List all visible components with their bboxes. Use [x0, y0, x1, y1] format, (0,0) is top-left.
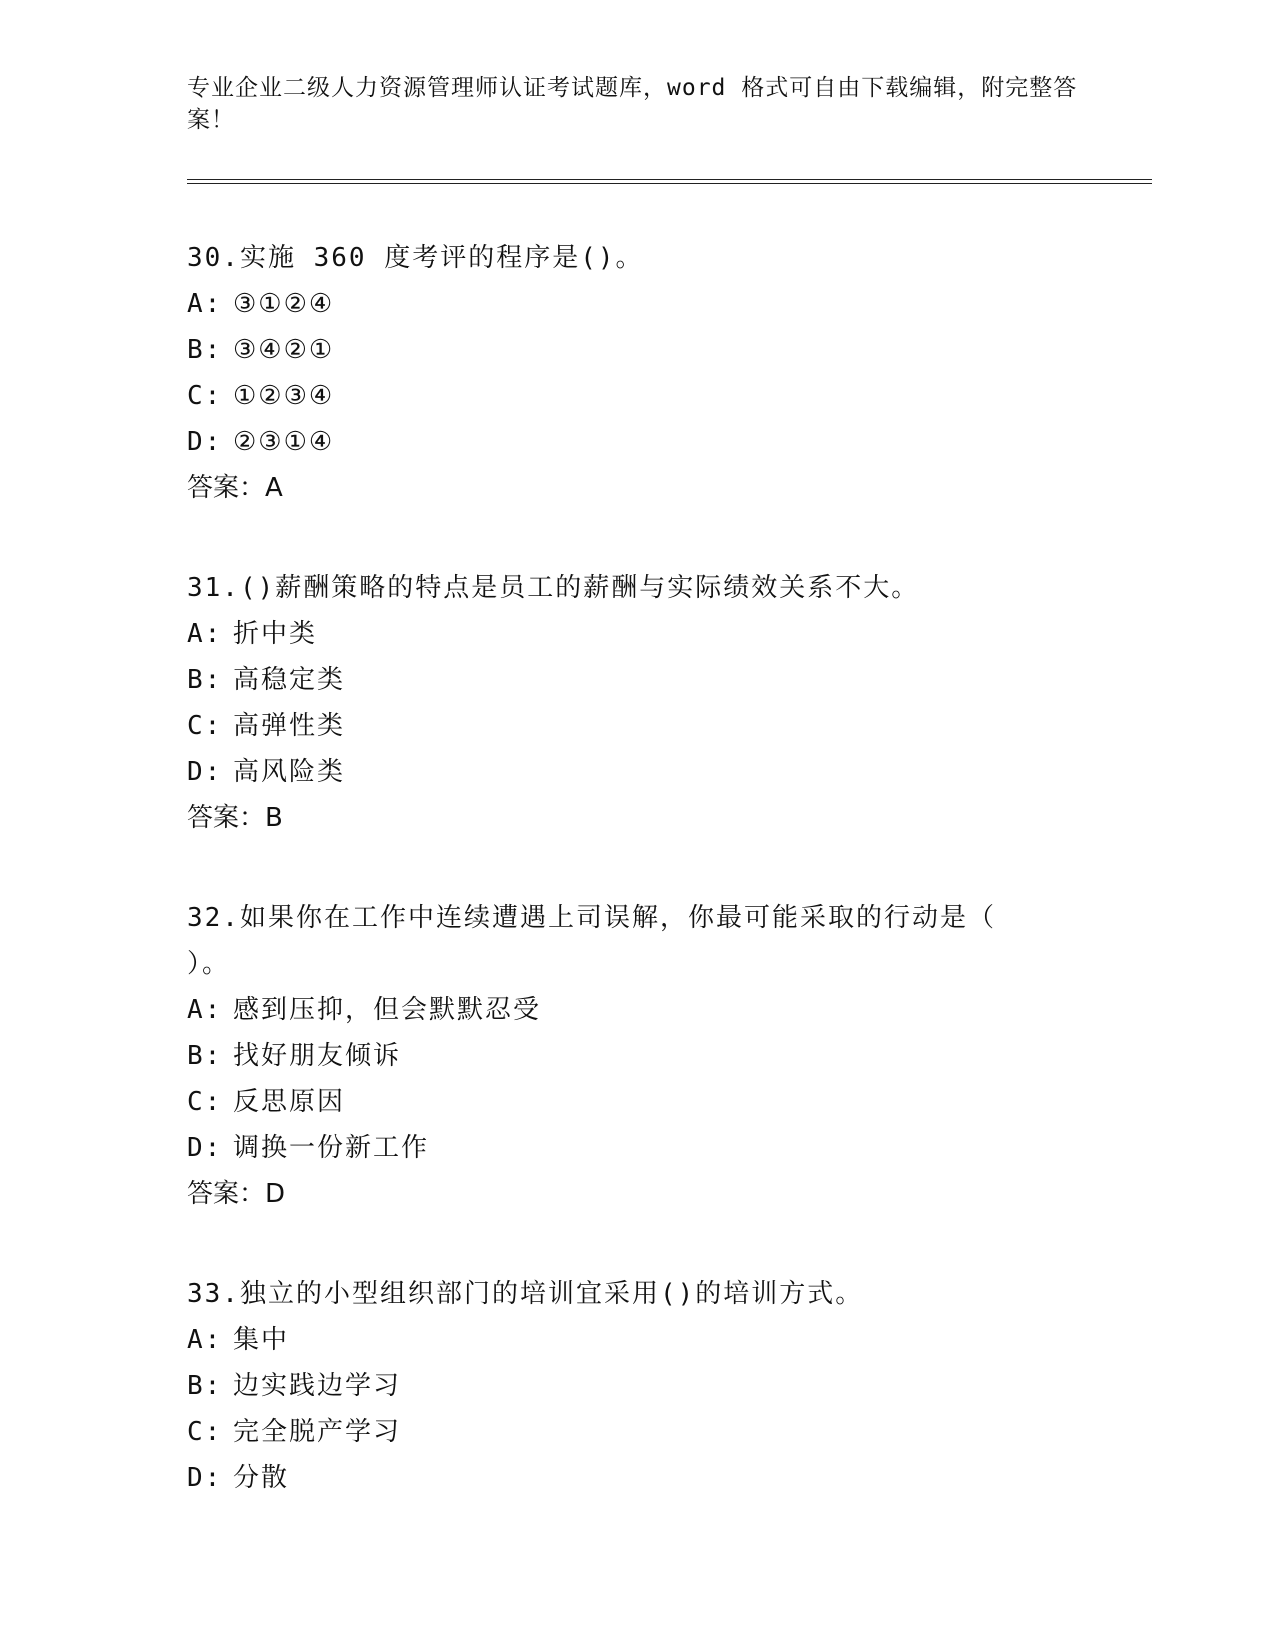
option-text: 反思原因	[233, 1087, 346, 1117]
question-stem: 32.如果你在工作中连续遭遇上司误解，你最可能采取的行动是（ ）。	[187, 903, 996, 979]
option-c	[187, 1409, 1087, 1455]
header-divider-top	[187, 179, 1152, 180]
option-a	[187, 611, 1087, 657]
option-label: C:	[187, 711, 223, 741]
option-label: B:	[187, 1041, 223, 1071]
option-label: B:	[187, 665, 223, 695]
option-a	[187, 987, 1087, 1033]
option-d	[187, 1125, 1087, 1171]
option-label: A:	[187, 619, 223, 649]
option-b	[187, 657, 1087, 703]
option-b	[187, 1363, 1087, 1409]
option-label: D:	[187, 757, 223, 787]
option-b	[187, 1033, 1087, 1079]
question-30	[187, 235, 1087, 511]
option-text: 高风险类	[233, 757, 346, 787]
option-label: A:	[187, 1325, 223, 1355]
question-33	[187, 1271, 1087, 1501]
option-label: A:	[187, 995, 223, 1025]
option-text: 分散	[233, 1463, 290, 1493]
option-text: 高弹性类	[233, 711, 346, 741]
option-text: 集中	[233, 1325, 290, 1355]
question-32	[187, 895, 1087, 1217]
question-stem: 33.独立的小型组织部门的培训宜采用()的培训方式。	[187, 1279, 864, 1309]
header-divider-bottom	[187, 183, 1152, 184]
question-stem: 30.实施 360 度考评的程序是()。	[187, 243, 644, 273]
option-d	[187, 419, 1087, 465]
option-text: 感到压抑，但会默默忍受	[233, 995, 542, 1025]
option-label: C:	[187, 381, 223, 411]
option-a	[187, 1317, 1087, 1363]
option-c	[187, 703, 1087, 749]
option-text: ③①②④	[233, 289, 335, 319]
option-a	[187, 281, 1087, 327]
option-text: 找好朋友倾诉	[233, 1041, 402, 1071]
option-c	[187, 1079, 1087, 1125]
option-text: 完全脱产学习	[233, 1417, 402, 1447]
option-label: C:	[187, 1417, 223, 1447]
option-d	[187, 749, 1087, 795]
option-text: 边实践边学习	[233, 1371, 402, 1401]
document-header: 专业企业二级人力资源管理师认证考试题库，word 格式可自由下载编辑，附完整答案！	[187, 75, 1078, 133]
question-list	[187, 235, 1087, 1555]
option-text: ①②③④	[233, 381, 335, 411]
question-stem: 31.()薪酬策略的特点是员工的薪酬与实际绩效关系不大。	[187, 573, 920, 603]
answer-text: 答案：A	[187, 473, 283, 503]
answer-text: 答案：B	[187, 803, 283, 833]
option-text: 调换一份新工作	[233, 1133, 430, 1163]
option-text: ②③①④	[233, 427, 335, 457]
option-label: D:	[187, 1133, 223, 1163]
option-label: A:	[187, 289, 223, 319]
option-text: 折中类	[233, 619, 318, 649]
option-label: C:	[187, 1087, 223, 1117]
option-text: 高稳定类	[233, 665, 346, 695]
question-31	[187, 565, 1087, 841]
option-c	[187, 373, 1087, 419]
option-label: D:	[187, 427, 223, 457]
option-label: D:	[187, 1463, 223, 1493]
option-d	[187, 1455, 1087, 1501]
option-text: ③④②①	[233, 335, 335, 365]
answer-text: 答案：D	[187, 1179, 286, 1209]
option-b	[187, 327, 1087, 373]
option-label: B:	[187, 335, 223, 365]
option-label: B:	[187, 1371, 223, 1401]
